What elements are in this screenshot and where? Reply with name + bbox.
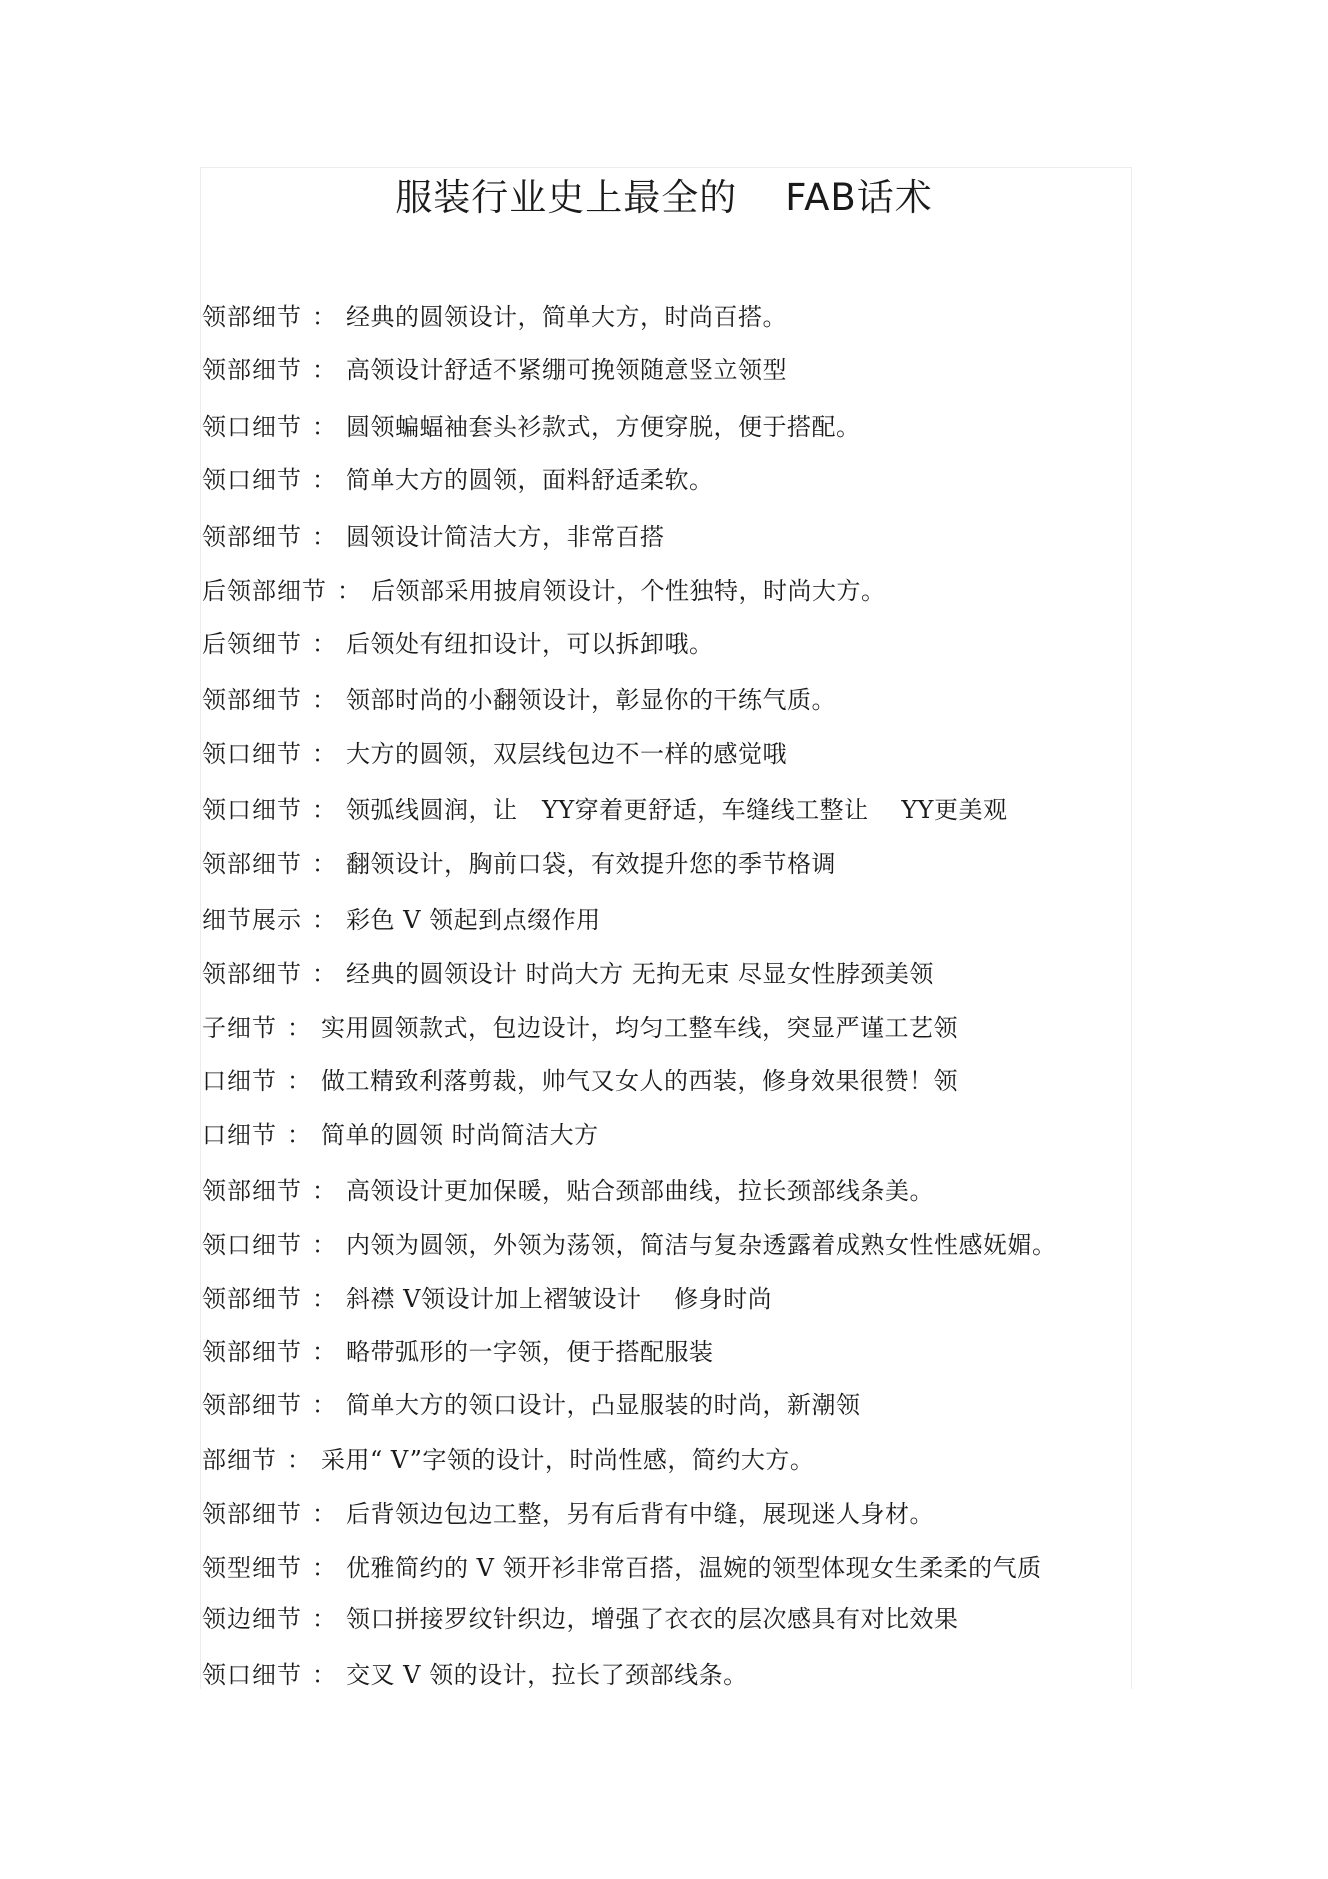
fab-line xyxy=(202,520,665,554)
title-part-1: 服装行业史上最全的 xyxy=(395,176,738,219)
fab-line-text: 高领设计舒适不紧绷可挽领随意竖立领型 xyxy=(346,356,787,384)
fab-line-text: 后背领边包边工整，另有后背有中缝，展现迷人身材。 xyxy=(346,1500,934,1528)
fab-line-text: 圆领设计简洁大方，非常百搭 xyxy=(346,523,665,551)
fab-line-label: 领部细节 xyxy=(202,1177,302,1205)
fab-line xyxy=(202,1282,772,1316)
title-part-2: FAB话术 xyxy=(785,176,933,219)
fab-line-label: 领口细节 xyxy=(202,796,302,824)
fab-line-text: 做工精致利落剪裁，帅气又女人的西装，修身效果很赞！领 xyxy=(321,1067,958,1095)
fab-line xyxy=(202,300,787,334)
fab-line-colon: ： xyxy=(312,1605,336,1633)
fab-line-colon: ： xyxy=(287,1067,311,1095)
fab-line-label: 领部细节 xyxy=(202,686,302,714)
fab-line xyxy=(202,463,714,497)
fab-line-colon: ： xyxy=(287,1121,311,1149)
fab-line-colon: ： xyxy=(312,1338,336,1366)
fab-line-colon: ： xyxy=(312,1500,336,1528)
fab-line-colon: ： xyxy=(337,577,361,605)
fab-line-colon: ： xyxy=(312,630,336,658)
document-title xyxy=(0,175,1328,221)
fab-line xyxy=(202,793,1008,827)
fab-line xyxy=(202,957,934,991)
fab-line-text: 翻领设计，胸前口袋，有效提升您的季节格调 xyxy=(346,850,836,878)
fab-line xyxy=(202,627,714,661)
fab-line-colon: ： xyxy=(312,356,336,384)
fab-line-text: 大方的圆领，双层线包边不一样的感觉哦 xyxy=(346,740,787,768)
fab-line-label: 部细节 xyxy=(202,1446,277,1474)
fab-line-label: 领口细节 xyxy=(202,466,302,494)
fab-line-text: 经典的圆领设计 时尚大方 无拘无束 尽显女性脖颈美领 xyxy=(346,960,934,988)
fab-line-colon: ： xyxy=(312,523,336,551)
fab-line xyxy=(202,1602,959,1636)
fab-line-colon: ： xyxy=(312,960,336,988)
fab-line-text: 简单的圆领 时尚简洁大方 xyxy=(321,1121,599,1149)
fab-line-colon: ： xyxy=(312,1285,336,1313)
fab-line-text: 领口拼接罗纹针织边，增强了衣衣的层次感具有对比效果 xyxy=(346,1605,959,1633)
fab-line-label: 领口细节 xyxy=(202,413,302,441)
fab-line-label: 领部细节 xyxy=(202,1285,302,1313)
fab-line xyxy=(202,574,886,608)
fab-line xyxy=(202,1011,958,1045)
fab-line xyxy=(202,737,787,771)
fab-line xyxy=(202,1335,714,1369)
fab-line-colon: ： xyxy=(312,466,336,494)
fab-line-text: 略带弧形的一字领，便于搭配服装 xyxy=(346,1338,714,1366)
fab-line-label: 后领部细节 xyxy=(202,577,327,605)
fab-line-text: 交叉 V 领的设计，拉长了颈部线条。 xyxy=(346,1661,748,1689)
fab-line-label: 领口细节 xyxy=(202,1231,302,1259)
fab-line-label: 口细节 xyxy=(202,1121,277,1149)
fab-line xyxy=(202,1228,1057,1262)
fab-line-label: 领部细节 xyxy=(202,1500,302,1528)
fab-line-label: 领部细节 xyxy=(202,1338,302,1366)
fab-line xyxy=(202,1064,958,1098)
fab-line xyxy=(202,903,601,937)
fab-line-text: 斜襟 V领设计加上褶皱设计 修身时尚 xyxy=(346,1285,773,1313)
fab-line-label: 领部细节 xyxy=(202,1391,302,1419)
fab-line xyxy=(202,353,787,387)
fab-line-colon: ： xyxy=(312,1177,336,1205)
fab-line-text: 彩色 V 领起到点缀作用 xyxy=(346,906,601,934)
fab-line-label: 领部细节 xyxy=(202,303,302,331)
fab-line-colon: ： xyxy=(312,303,336,331)
fab-line xyxy=(202,1174,934,1208)
fab-line-colon: ： xyxy=(312,686,336,714)
fab-line-colon: ： xyxy=(312,906,336,934)
fab-line-text: 高领设计更加保暖，贴合颈部曲线，拉长颈部线条美。 xyxy=(346,1177,934,1205)
fab-line xyxy=(202,1551,1042,1585)
fab-line-label: 细节展示 xyxy=(202,906,302,934)
fab-line xyxy=(202,410,861,444)
fab-line-label: 领部细节 xyxy=(202,850,302,878)
fab-line-colon: ： xyxy=(312,1391,336,1419)
fab-line-text: 经典的圆领设计，简单大方，时尚百搭。 xyxy=(346,303,787,331)
fab-line-colon: ： xyxy=(312,413,336,441)
fab-line-text: 后领处有纽扣设计，可以拆卸哦。 xyxy=(346,630,714,658)
fab-line-label: 领边细节 xyxy=(202,1605,302,1633)
fab-line xyxy=(202,1118,599,1152)
fab-line-text: 圆领蝙蝠袖套头衫款式，方便穿脱，便于搭配。 xyxy=(346,413,861,441)
fab-line xyxy=(202,683,836,717)
fab-line-text: 实用圆领款式，包边设计，均匀工整车线，突显严谨工艺领 xyxy=(321,1014,958,1042)
fab-line-label: 领口细节 xyxy=(202,1661,302,1689)
fab-line-text: 内领为圆领，外领为荡领，简洁与复杂透露着成熟女性性感妩媚。 xyxy=(346,1231,1057,1259)
fab-line-label: 后领细节 xyxy=(202,630,302,658)
fab-line-text: 领弧线圆润，让 YY穿着更舒适，车缝线工整让 YY更美观 xyxy=(346,796,1008,824)
fab-line-colon: ： xyxy=(312,1231,336,1259)
fab-line-text: 领部时尚的小翻领设计，彰显你的干练气质。 xyxy=(346,686,836,714)
fab-line-colon: ： xyxy=(287,1446,311,1474)
fab-line-label: 领型细节 xyxy=(202,1554,302,1582)
fab-line xyxy=(202,847,836,881)
fab-line xyxy=(202,1388,861,1422)
fab-line xyxy=(202,1443,814,1477)
fab-line-text: 后领部采用披肩领设计，个性独特，时尚大方。 xyxy=(371,577,886,605)
fab-line-text: 简单大方的圆领，面料舒适柔软。 xyxy=(346,466,714,494)
fab-line-colon: ： xyxy=(312,850,336,878)
fab-line xyxy=(202,1658,748,1692)
fab-line-colon: ： xyxy=(312,796,336,824)
fab-line xyxy=(202,1497,934,1531)
fab-line-label: 领部细节 xyxy=(202,523,302,551)
fab-line-label: 领口细节 xyxy=(202,740,302,768)
fab-line-text: 优雅简约的 V 领开衫非常百搭，温婉的领型体现女生柔柔的气质 xyxy=(346,1554,1042,1582)
fab-line-text: 采用“ V”字领的设计，时尚性感，简约大方。 xyxy=(321,1446,815,1474)
fab-line-colon: ： xyxy=(287,1014,311,1042)
fab-line-colon: ： xyxy=(312,740,336,768)
fab-line-colon: ： xyxy=(312,1554,336,1582)
fab-line-text: 简单大方的领口设计，凸显服装的时尚，新潮领 xyxy=(346,1391,861,1419)
fab-line-label: 领部细节 xyxy=(202,356,302,384)
fab-line-label: 子细节 xyxy=(202,1014,277,1042)
fab-line-label: 口细节 xyxy=(202,1067,277,1095)
fab-line-label: 领部细节 xyxy=(202,960,302,988)
fab-line-colon: ： xyxy=(312,1661,336,1689)
